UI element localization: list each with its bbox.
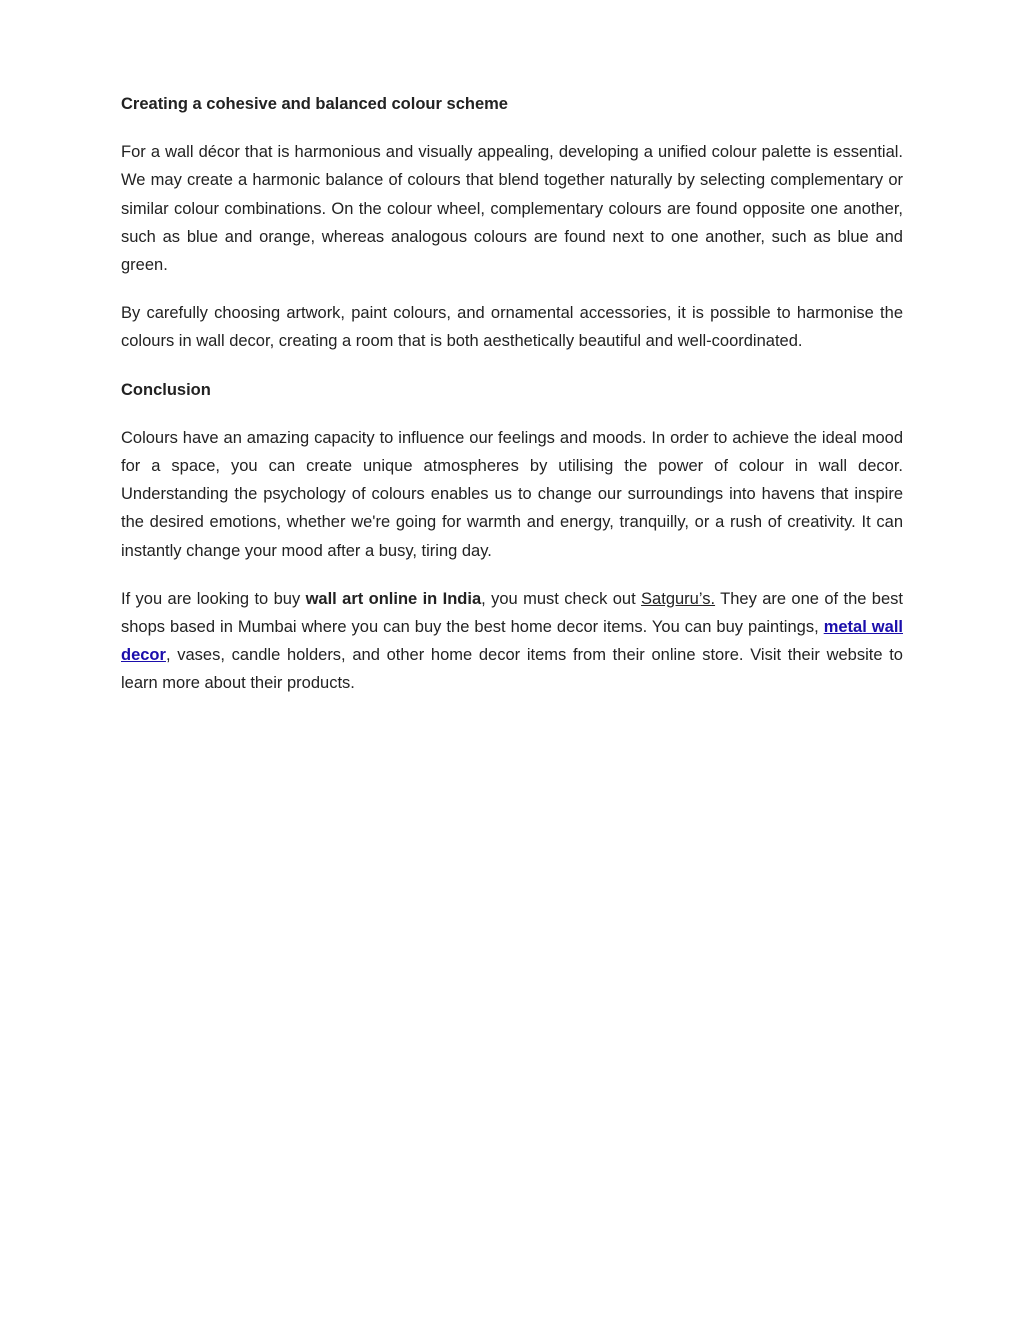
- paragraph-shop: [121, 585, 903, 698]
- text-segment: , vases, candle holders, and other home decor items from their online store. Visit their website to learn more about their products.: [121, 646, 903, 693]
- metal-wall-decor-link[interactable]: metal wall decor: [121, 618, 903, 665]
- paragraph-conclusion: Colours have an amazing capacity to influence our feelings and moods. In order to achieve the ideal mood for a space, you can create unique atmospheres by utilising the power of colour in wall decor. Understanding the psychology of colours enables us to change our surroundings into havens that inspire the desired emotions, whether we're going for warmth and energy, tranquilly, or a rush of creativity. It can instantly change your mood after a busy, tiring day.: [121, 428, 903, 560]
- text-segment: , you must check out: [481, 589, 642, 608]
- section-heading-colour-scheme: Creating a cohesive and balanced colour scheme: [121, 95, 508, 113]
- paragraph-harmonise: By carefully choosing artwork, paint colours, and ornamental accessories, it is possible to harmonise the colours in wall decor, creating a room that is both aesthetically beautiful and well-coordinated.: [121, 304, 903, 351]
- paragraph-colour-palette: For a wall décor that is harmonious and visually appealing, developing a unified colour palette is essential. We may create a harmonic balance of colours that blend together naturally by selecting complementary or similar colour combinations. On the colour wheel, complementary colours are found opposite one another, such as blue and orange, whereas analogous colours are found next to one another, such as blue and green.: [121, 143, 903, 275]
- satguru-link[interactable]: Satguru’s.: [641, 589, 716, 608]
- bold-keyword: wall art online in India: [305, 589, 482, 608]
- section-heading-conclusion: Conclusion: [121, 380, 211, 399]
- text-segment: If you are looking to buy: [121, 589, 306, 608]
- document-page: [121, 90, 903, 718]
- text-segment: They are one of the best shops based in Mumbai where you can buy the best home decor items. You can buy paintings,: [121, 589, 903, 637]
